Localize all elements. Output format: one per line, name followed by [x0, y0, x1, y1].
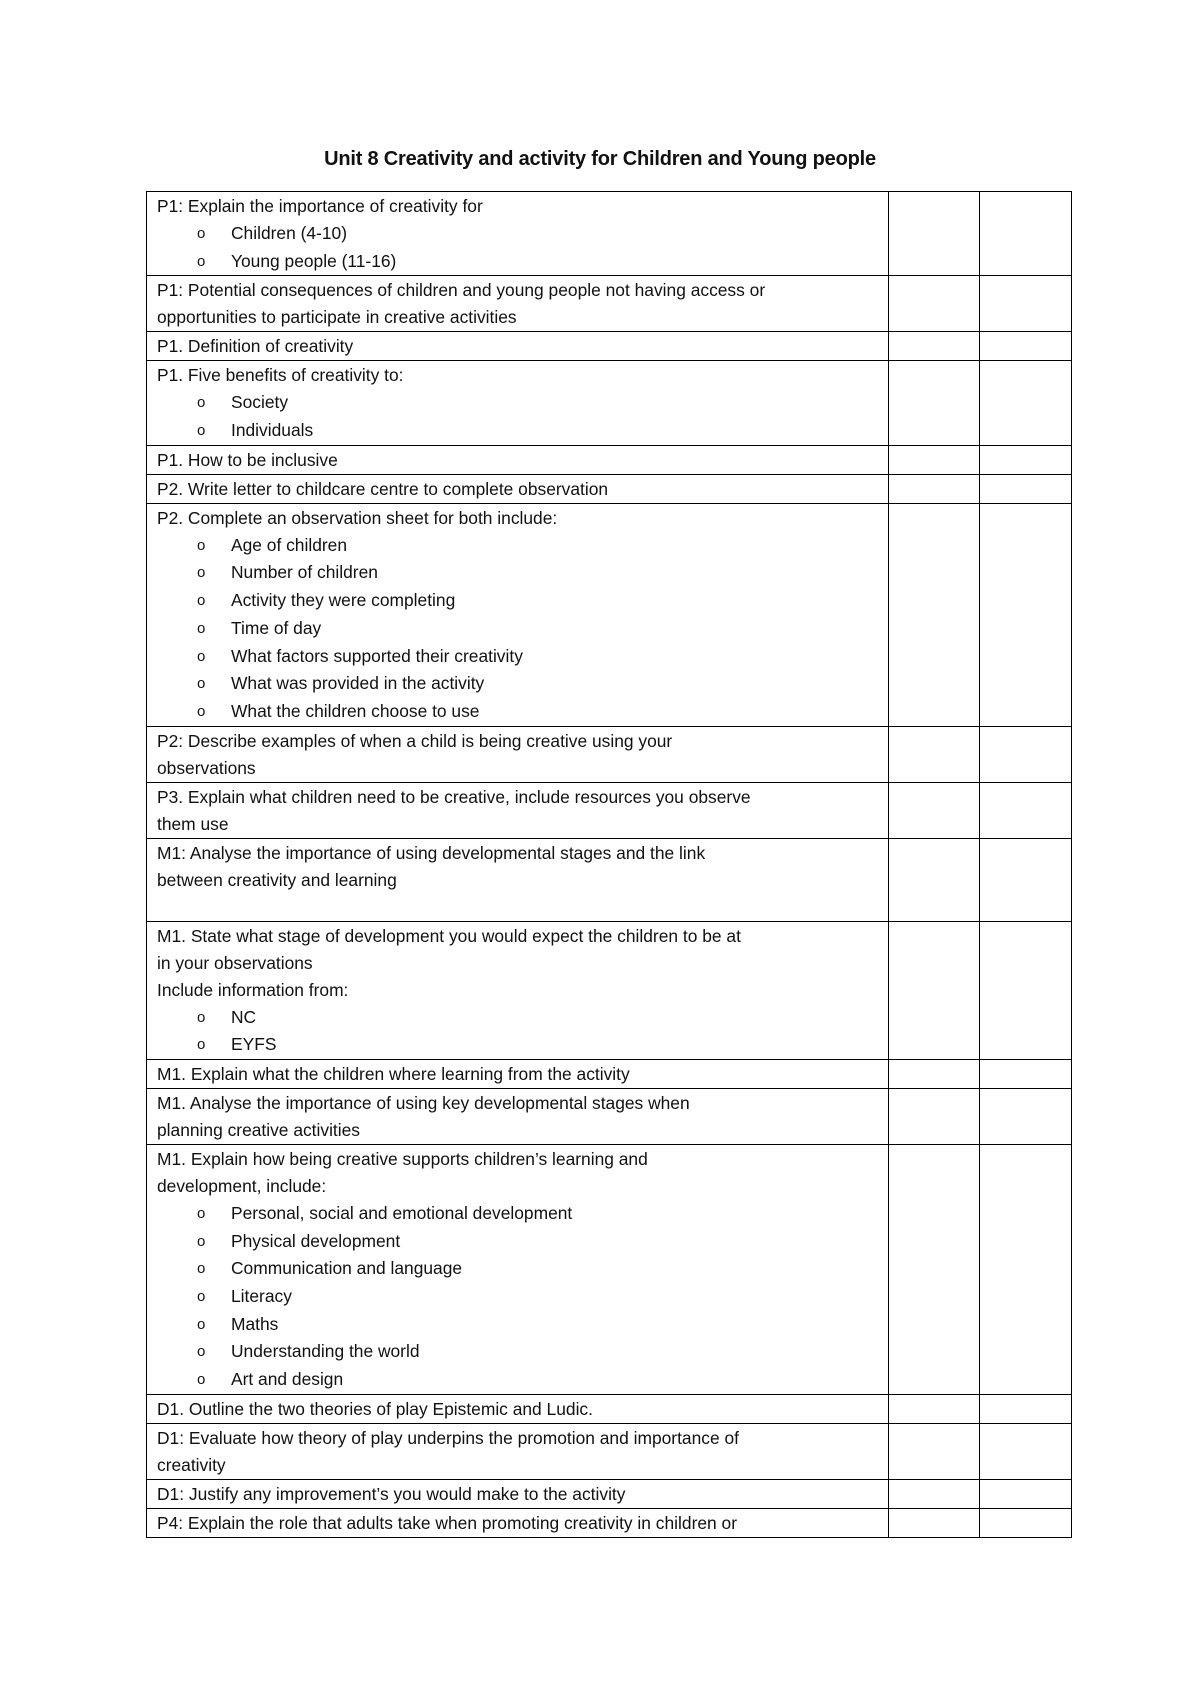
checkbox-cell-2[interactable]	[980, 503, 1072, 726]
criteria-text-line: P4: Explain the role that adults take when promoting creativity in children or	[157, 1512, 737, 1533]
checkbox-cell-2[interactable]	[980, 361, 1072, 445]
checkbox-cell-2[interactable]	[980, 1479, 1072, 1508]
checkbox-cell-1[interactable]	[889, 726, 980, 782]
checkbox-cell-2[interactable]	[980, 276, 1072, 332]
criteria-row	[147, 361, 1072, 445]
criteria-text-line: them use	[157, 813, 229, 834]
checkbox-cell-1[interactable]	[889, 1423, 980, 1479]
criteria-description-cell	[147, 332, 889, 361]
criteria-text-line: D1: Justify any improvement’s you would make to the activity	[157, 1483, 626, 1504]
criteria-text-line: M1. State what stage of development you would expect the children to be at	[157, 925, 741, 946]
criteria-checklist-table	[146, 191, 1072, 1538]
criteria-text-line: P1. How to be inclusive	[157, 449, 338, 470]
checkbox-cell-1[interactable]	[889, 1088, 980, 1144]
checkbox-cell-1[interactable]	[889, 276, 980, 332]
criteria-text-line: P1. Five benefits of creativity to:	[157, 365, 404, 386]
criteria-text-line: opportunities to participate in creative activities	[157, 307, 517, 328]
criteria-text-line: P2. Write letter to childcare centre to complete observation	[157, 478, 609, 499]
criteria-bullet-item: o Children (4-10)	[157, 220, 888, 248]
checkbox-cell-1[interactable]	[889, 921, 980, 1059]
criteria-bullet-item: o Activity they were completing	[157, 587, 888, 615]
criteria-text-line: P3. Explain what children need to be creative, include resources you observe	[157, 786, 751, 807]
criteria-text-line: M1. Explain how being creative supports children’s learning and	[157, 1148, 648, 1169]
criteria-bullet-item: o Time of day	[157, 615, 888, 643]
criteria-bullet-item: o NC	[157, 1004, 888, 1032]
criteria-description-cell	[147, 1088, 889, 1144]
checkbox-cell-1[interactable]	[889, 838, 980, 921]
criteria-bullet-item: o Literacy	[157, 1283, 888, 1311]
checkbox-cell-2[interactable]	[980, 474, 1072, 503]
criteria-bullet-item: o What the children choose to use	[157, 698, 888, 726]
criteria-description-cell	[147, 1059, 889, 1088]
criteria-bullet-item: o Young people (11-16)	[157, 248, 888, 276]
checkbox-cell-2[interactable]	[980, 192, 1072, 276]
criteria-bullet-item: o Age of children	[157, 532, 888, 560]
checkbox-cell-1[interactable]	[889, 445, 980, 474]
checkbox-cell-1[interactable]	[889, 192, 980, 276]
checkbox-cell-2[interactable]	[980, 332, 1072, 361]
checkbox-cell-2[interactable]	[980, 1144, 1072, 1394]
criteria-text-line: planning creative activities	[157, 1119, 360, 1140]
criteria-text-line: creativity	[157, 1454, 226, 1475]
criteria-text-line: P1. Definition of creativity	[157, 336, 354, 357]
criteria-row	[147, 1088, 1072, 1144]
criteria-text-line: P1: Explain the importance of creativity for	[157, 196, 483, 216]
checkbox-cell-1[interactable]	[889, 1479, 980, 1508]
criteria-description-cell	[147, 192, 889, 276]
checkbox-cell-2[interactable]	[980, 1423, 1072, 1479]
criteria-description-cell	[147, 726, 889, 782]
checkbox-cell-2[interactable]	[980, 1059, 1072, 1088]
criteria-row	[147, 726, 1072, 782]
criteria-text-line: in your observations	[157, 952, 313, 973]
criteria-bullet-item: o What factors supported their creativity	[157, 643, 888, 671]
checkbox-cell-2[interactable]	[980, 838, 1072, 921]
criteria-description-cell	[147, 361, 889, 445]
checkbox-cell-2[interactable]	[980, 782, 1072, 838]
criteria-bullet-item: o EYFS	[157, 1031, 888, 1059]
criteria-row	[147, 503, 1072, 726]
criteria-row	[147, 921, 1072, 1059]
criteria-text-line: P2: Describe examples of when a child is being creative using your	[157, 730, 673, 751]
criteria-description-cell	[147, 1479, 889, 1508]
criteria-bullet-item: o Number of children	[157, 559, 888, 587]
criteria-description-cell	[147, 1394, 889, 1423]
criteria-row	[147, 445, 1072, 474]
page-title: Unit 8 Creativity and activity for Children and Young people	[324, 148, 876, 170]
criteria-description-cell	[147, 782, 889, 838]
criteria-description-cell	[147, 1508, 889, 1537]
criteria-bullet-item: o Communication and language	[157, 1255, 888, 1283]
criteria-row	[147, 474, 1072, 503]
checkbox-cell-2[interactable]	[980, 1088, 1072, 1144]
criteria-row	[147, 192, 1072, 276]
criteria-description-cell	[147, 1423, 889, 1479]
criteria-row	[147, 1144, 1072, 1394]
criteria-description-cell	[147, 1144, 889, 1394]
checkbox-cell-1[interactable]	[889, 1144, 980, 1394]
criteria-text-line: Include information from:	[157, 979, 349, 1000]
checkbox-cell-1[interactable]	[889, 1394, 980, 1423]
checkbox-cell-2[interactable]	[980, 726, 1072, 782]
criteria-bullet-item: o Physical development	[157, 1228, 888, 1256]
criteria-bullet-item: o Understanding the world	[157, 1338, 888, 1366]
criteria-text-line: observations	[157, 757, 256, 778]
criteria-text-line: P2. Complete an observation sheet for both include:	[157, 507, 558, 528]
criteria-row	[147, 1059, 1072, 1088]
criteria-row	[147, 1423, 1072, 1479]
criteria-text-line: M1. Analyse the importance of using key developmental stages when	[157, 1092, 690, 1113]
checkbox-cell-1[interactable]	[889, 474, 980, 503]
criteria-row	[147, 276, 1072, 332]
criteria-text-line	[157, 894, 888, 921]
checkbox-cell-2[interactable]	[980, 1508, 1072, 1537]
checkbox-cell-1[interactable]	[889, 1508, 980, 1537]
criteria-text-line: M1. Explain what the children where learning from the activity	[157, 1063, 630, 1084]
criteria-row	[147, 1479, 1072, 1508]
criteria-row	[147, 782, 1072, 838]
criteria-text-line: D1: Evaluate how theory of play underpins the promotion and importance of	[157, 1427, 739, 1448]
criteria-description-cell	[147, 838, 889, 921]
criteria-text-line: M1: Analyse the importance of using developmental stages and the link	[157, 842, 706, 863]
criteria-description-cell	[147, 921, 889, 1059]
criteria-bullet-item: o Art and design	[157, 1366, 888, 1394]
criteria-text-line: development, include:	[157, 1175, 327, 1196]
criteria-description-cell	[147, 445, 889, 474]
criteria-text-line: P1: Potential consequences of children and young people not having access or	[157, 280, 766, 301]
criteria-row	[147, 1394, 1072, 1423]
checkbox-cell-1[interactable]	[889, 782, 980, 838]
checkbox-cell-1[interactable]	[889, 503, 980, 726]
criteria-description-cell	[147, 474, 889, 503]
criteria-bullet-item: o Society	[157, 389, 888, 417]
criteria-text-line: between creativity and learning	[157, 869, 397, 890]
checkbox-cell-1[interactable]	[889, 1059, 980, 1088]
criteria-bullet-item: o Individuals	[157, 417, 888, 445]
checkbox-cell-1[interactable]	[889, 361, 980, 445]
criteria-bullet-item: o What was provided in the activity	[157, 670, 888, 698]
criteria-bullet-item: o Personal, social and emotional development	[157, 1200, 888, 1228]
criteria-row	[147, 838, 1072, 921]
checkbox-cell-1[interactable]	[889, 332, 980, 361]
criteria-description-cell	[147, 503, 889, 726]
criteria-row	[147, 332, 1072, 361]
checkbox-cell-2[interactable]	[980, 445, 1072, 474]
criteria-text-line: D1. Outline the two theories of play Epistemic and Ludic.	[157, 1398, 593, 1419]
checkbox-cell-2[interactable]	[980, 921, 1072, 1059]
checkbox-cell-2[interactable]	[980, 1394, 1072, 1423]
criteria-bullet-item: o Maths	[157, 1311, 888, 1339]
criteria-row	[147, 1508, 1072, 1537]
criteria-description-cell	[147, 276, 889, 332]
